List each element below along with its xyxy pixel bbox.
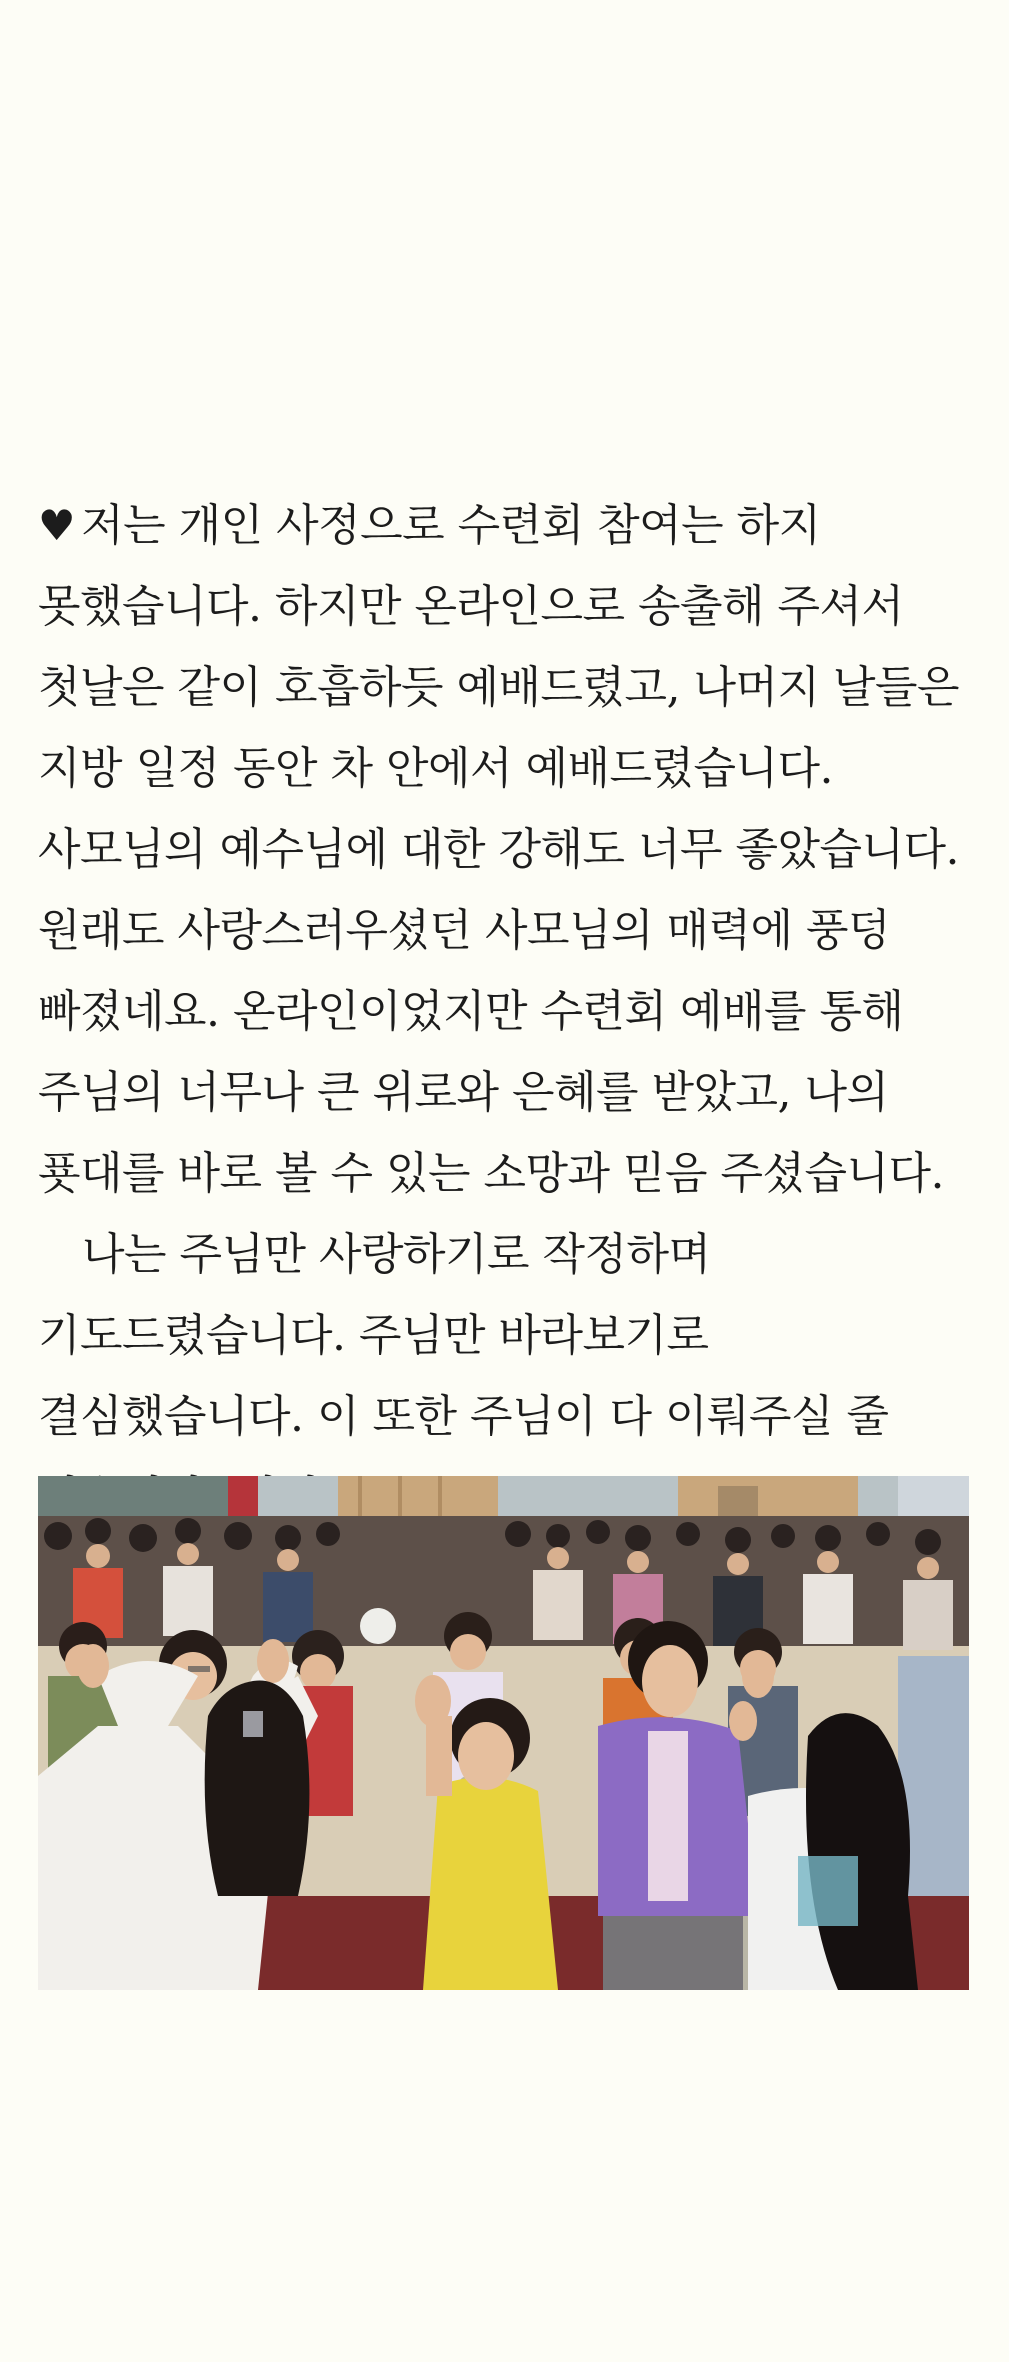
testimony-text-1: 저는 개인 사정으로 수련회 참여는 하지 못했습니다. 하지만 온라인으로 송출해 주셔서 첫날은 같이 호흡하듯 예배드렸고, 나머지 날들은 지방 일정 동안 차 안에서 예배드렸습니다. 사모님의 예수님에 대한 강해도 너무 좋았습니다. 원래도 사랑스러우셨던 사모님의 매력에 풍덩 빠졌네요. 온라인이었지만 수련회 예배를 통해 주님의 너무나 큰 위로와 은혜를 받았고, 나의 푯대를 바로 볼 수 있는 소망과 믿음 주셨습니다.	[38, 500, 959, 1199]
heart-icon: ♥	[38, 501, 76, 550]
testimony-paragraph-1	[38, 485, 970, 1214]
worship-photo	[38, 1476, 969, 1990]
testimony-text-2: 나는 주님만 사랑하기로 작정하며 기도드렸습니다. 주님만 바라보기로 결심했습니다. 이 또한 주님이 다 이뤄주실 줄	[38, 1229, 889, 1442]
worship-photo-illustration	[38, 1476, 969, 1990]
testimony-article	[38, 485, 970, 1538]
